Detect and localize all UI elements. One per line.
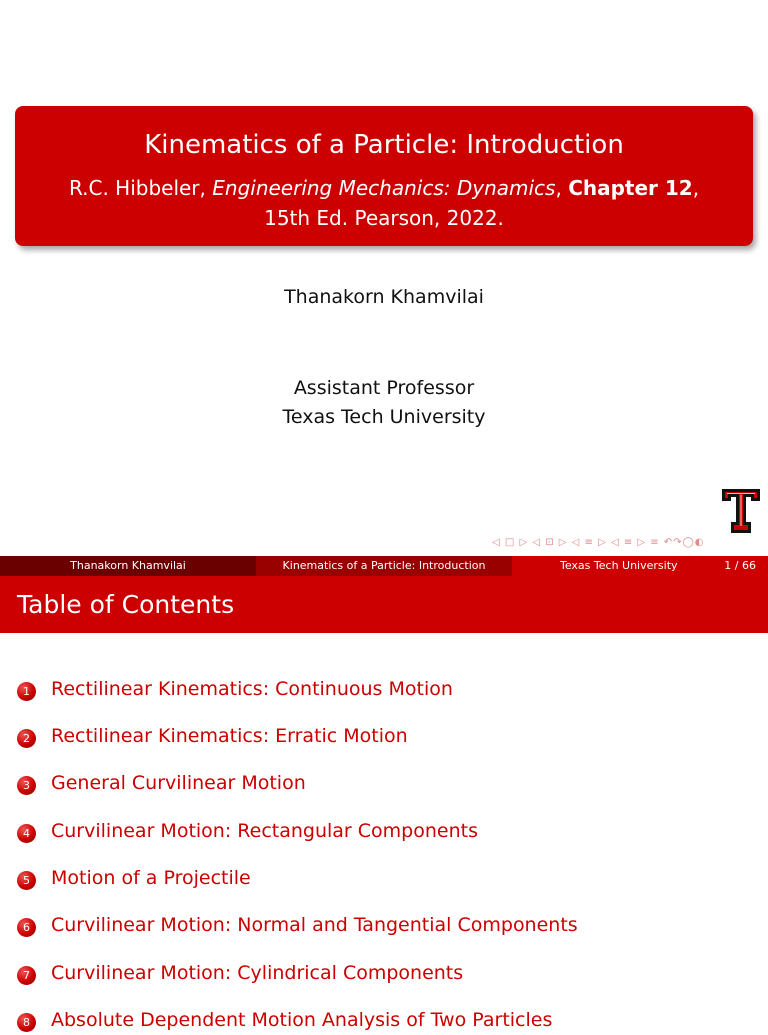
toc-link[interactable]: Absolute Dependent Motion Analysis of Two Particles [51, 1009, 553, 1031]
affiliation [0, 374, 768, 432]
presentation-subtitle [55, 173, 713, 233]
toc-link[interactable]: Curvilinear Motion: Cylindrical Components [51, 962, 464, 984]
toc-number-ball: 6 [17, 918, 36, 937]
footer-right [512, 556, 768, 576]
double-t-logo [721, 488, 761, 534]
subtitle-book: Engineering Mechanics: Dynamics [212, 176, 556, 200]
subtitle-prefix: R.C. Hibbeler, [68, 176, 213, 200]
toc-number-ball: 1 [17, 682, 36, 701]
subtitle-chapter: Chapter 12 [568, 176, 693, 200]
toc-number-ball: 2 [17, 729, 36, 748]
footer-institution: Texas Tech University [560, 559, 678, 572]
footer-title: Kinematics of a Particle: Introduction [256, 556, 512, 576]
toc-link[interactable]: Motion of a Projectile [51, 867, 251, 889]
subtitle-suffix: , 15th Ed. Pearson, 2022. [264, 176, 700, 230]
author-position: Assistant Professor [293, 377, 475, 399]
toc-frame-title [0, 576, 768, 633]
toc-number-ball: 4 [17, 824, 36, 843]
toc-number-ball: 8 [17, 1013, 36, 1032]
subtitle-sep: , [555, 176, 569, 200]
toc-number-ball: 3 [17, 776, 36, 795]
toc-number-ball: 5 [17, 871, 36, 890]
page-number: 1 / 66 [724, 559, 756, 572]
author-institution: Texas Tech University [282, 406, 486, 428]
toc-link[interactable]: Rectilinear Kinematics: Erratic Motion [51, 725, 408, 747]
toc-link[interactable]: Curvilinear Motion: Normal and Tangential Components [51, 914, 578, 936]
title-block [15, 106, 753, 246]
author-name: Thanakorn Khamvilai [284, 286, 484, 308]
presentation-title: Kinematics of a Particle: Introduction [144, 130, 624, 160]
toc-heading: Table of Contents [17, 590, 235, 619]
footer-author: Thanakorn Khamvilai [0, 556, 256, 576]
toc-link[interactable]: Rectilinear Kinematics: Continuous Motion [51, 678, 453, 700]
toc-number-ball: 7 [17, 966, 36, 985]
beamer-navigation-symbols[interactable]: ◁ □ ▷ ◁ ⊡ ▷ ◁ ≡ ▷ ◁ ≡ ▷ ≡ ↶↷◯◐ [492, 537, 705, 548]
toc-link[interactable]: General Curvilinear Motion [51, 772, 306, 794]
footer-bar [0, 556, 768, 576]
toc-link[interactable]: Curvilinear Motion: Rectangular Components [51, 820, 478, 842]
